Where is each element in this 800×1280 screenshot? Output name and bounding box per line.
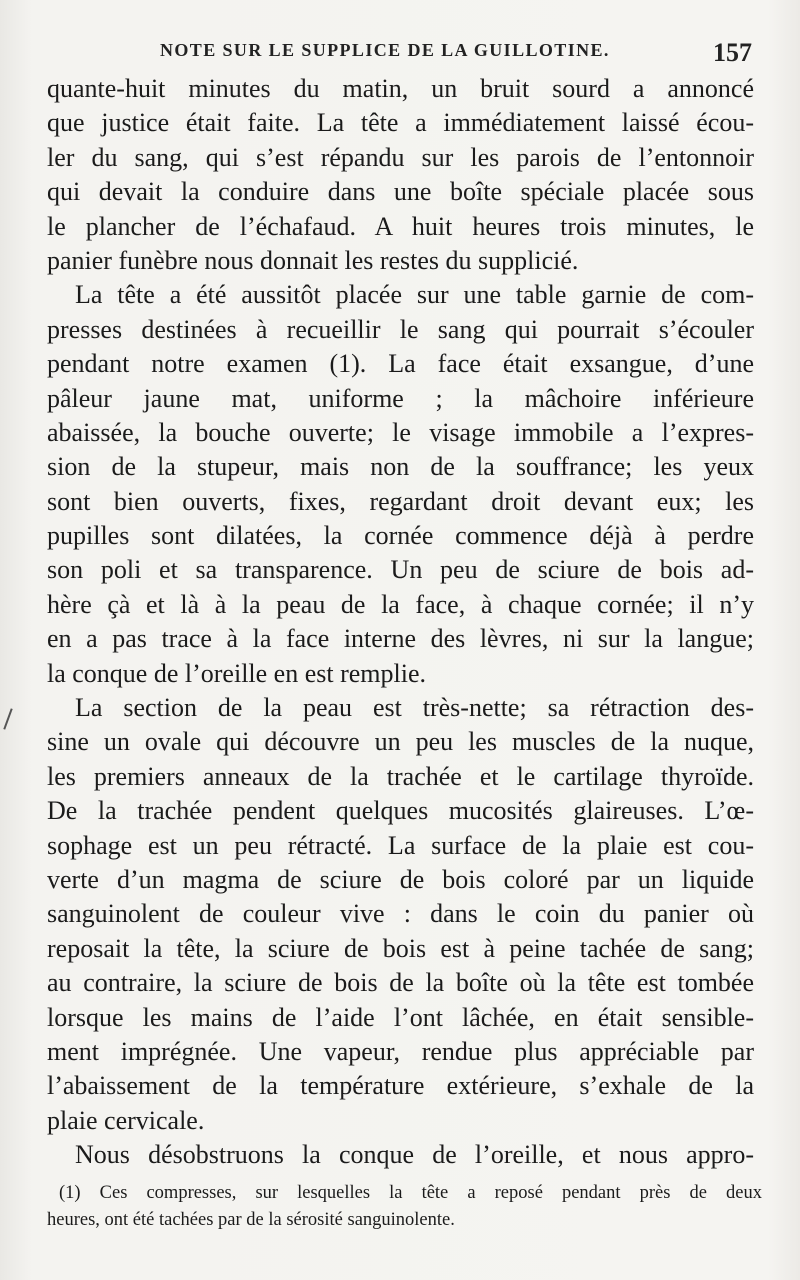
footnote-line: (1) Ces compresses, sur lesquelles la tête a reposé pendant près de deux <box>59 1183 762 1203</box>
text-line: ment imprégnée. Une vapeur, rendue plus appréciable par <box>47 1036 754 1066</box>
text-line: que justice était faite. La tête a immédiatement laissé écou- <box>47 108 754 138</box>
text-line: presses destinées à recueillir le sang qui pourrait s’écouler <box>47 314 754 344</box>
text-line: ler du sang, qui s’est répandu sur les parois de l’entonnoir <box>47 142 754 172</box>
paragraph-start-line: Nous désobstruons la conque de l’oreille, et nous appro- <box>75 1140 754 1170</box>
text-line: son poli et sa transparence. Un peu de sciure de bois ad- <box>47 555 754 585</box>
footnote <box>47 1180 762 1234</box>
text-line: De la trachée pendent quelques mucosités glaireuses. L’œ- <box>47 796 754 826</box>
text-line: la conque de l’oreille en est remplie. <box>47 658 427 688</box>
text-line: qui devait la conduire dans une boîte spéciale placée sous <box>47 177 754 207</box>
text-line: sion de la stupeur, mais non de la souffrance; les yeux <box>47 452 754 482</box>
text-line: plaie cervicale. <box>47 1105 205 1135</box>
paragraph-start-line: La section de la peau est très-nette; sa rétraction des- <box>75 693 754 723</box>
page-number: 157 <box>713 38 752 67</box>
text-line: panier funèbre nous donnait les restes du supplicié. <box>47 245 579 275</box>
running-title: NOTE SUR LE SUPPLICE DE LA GUILLOTINE. <box>160 40 610 60</box>
text-line: l’abaissement de la température extérieure, s’exhale de la <box>47 1071 754 1101</box>
text-line: les premiers anneaux de la trachée et le cartilage thyroïde. <box>47 761 754 791</box>
paragraph-start-line: La tête a été aussitôt placée sur une table garnie de com- <box>75 280 754 310</box>
margin-pencil-mark <box>3 708 12 729</box>
text-line: abaissée, la bouche ouverte; le visage immobile a l’expres- <box>47 417 754 447</box>
page-header <box>0 38 800 72</box>
text-line: reposait la tête, la sciure de bois est à peine tachée de sang; <box>47 933 754 963</box>
text-line: hère çà et là à la peau de la face, à chaque cornée; il n’y <box>47 589 754 619</box>
text-line: le plancher de l’échafaud. A huit heures trois minutes, le <box>47 211 754 241</box>
text-line: sophage est un peu rétracté. La surface de la plaie est cou- <box>47 830 754 860</box>
footnote-line: heures, ont été tachées par de la sérosité sanguinolente. <box>47 1210 455 1230</box>
text-line: en a pas trace à la face interne des lèvres, ni sur la langue; <box>47 624 754 654</box>
text-line: sanguinolent de couleur vive : dans le coin du panier où <box>47 899 754 929</box>
text-line: verte d’un magma de sciure de bois coloré par un liquide <box>47 864 754 894</box>
text-line: pendant notre examen (1). La face était exsangue, d’une <box>47 349 754 379</box>
text-line: quante-huit minutes du matin, un bruit sourd a annoncé <box>47 74 754 103</box>
text-line: au contraire, la sciure de bois de la boîte où la tête est tombée <box>47 968 754 998</box>
text-line: lorsque les mains de l’aide l’ont lâchée, en était sensible- <box>47 1002 754 1032</box>
text-line: pâleur jaune mat, uniforme ; la mâchoire inférieure <box>47 383 754 413</box>
text-line: sont bien ouverts, fixes, regardant droit devant eux; les <box>47 486 754 516</box>
body-text <box>47 72 754 1173</box>
text-line: pupilles sont dilatées, la cornée commence déjà à perdre <box>47 521 754 551</box>
text-line: sine un ovale qui découvre un peu les muscles de la nuque, <box>47 727 754 757</box>
